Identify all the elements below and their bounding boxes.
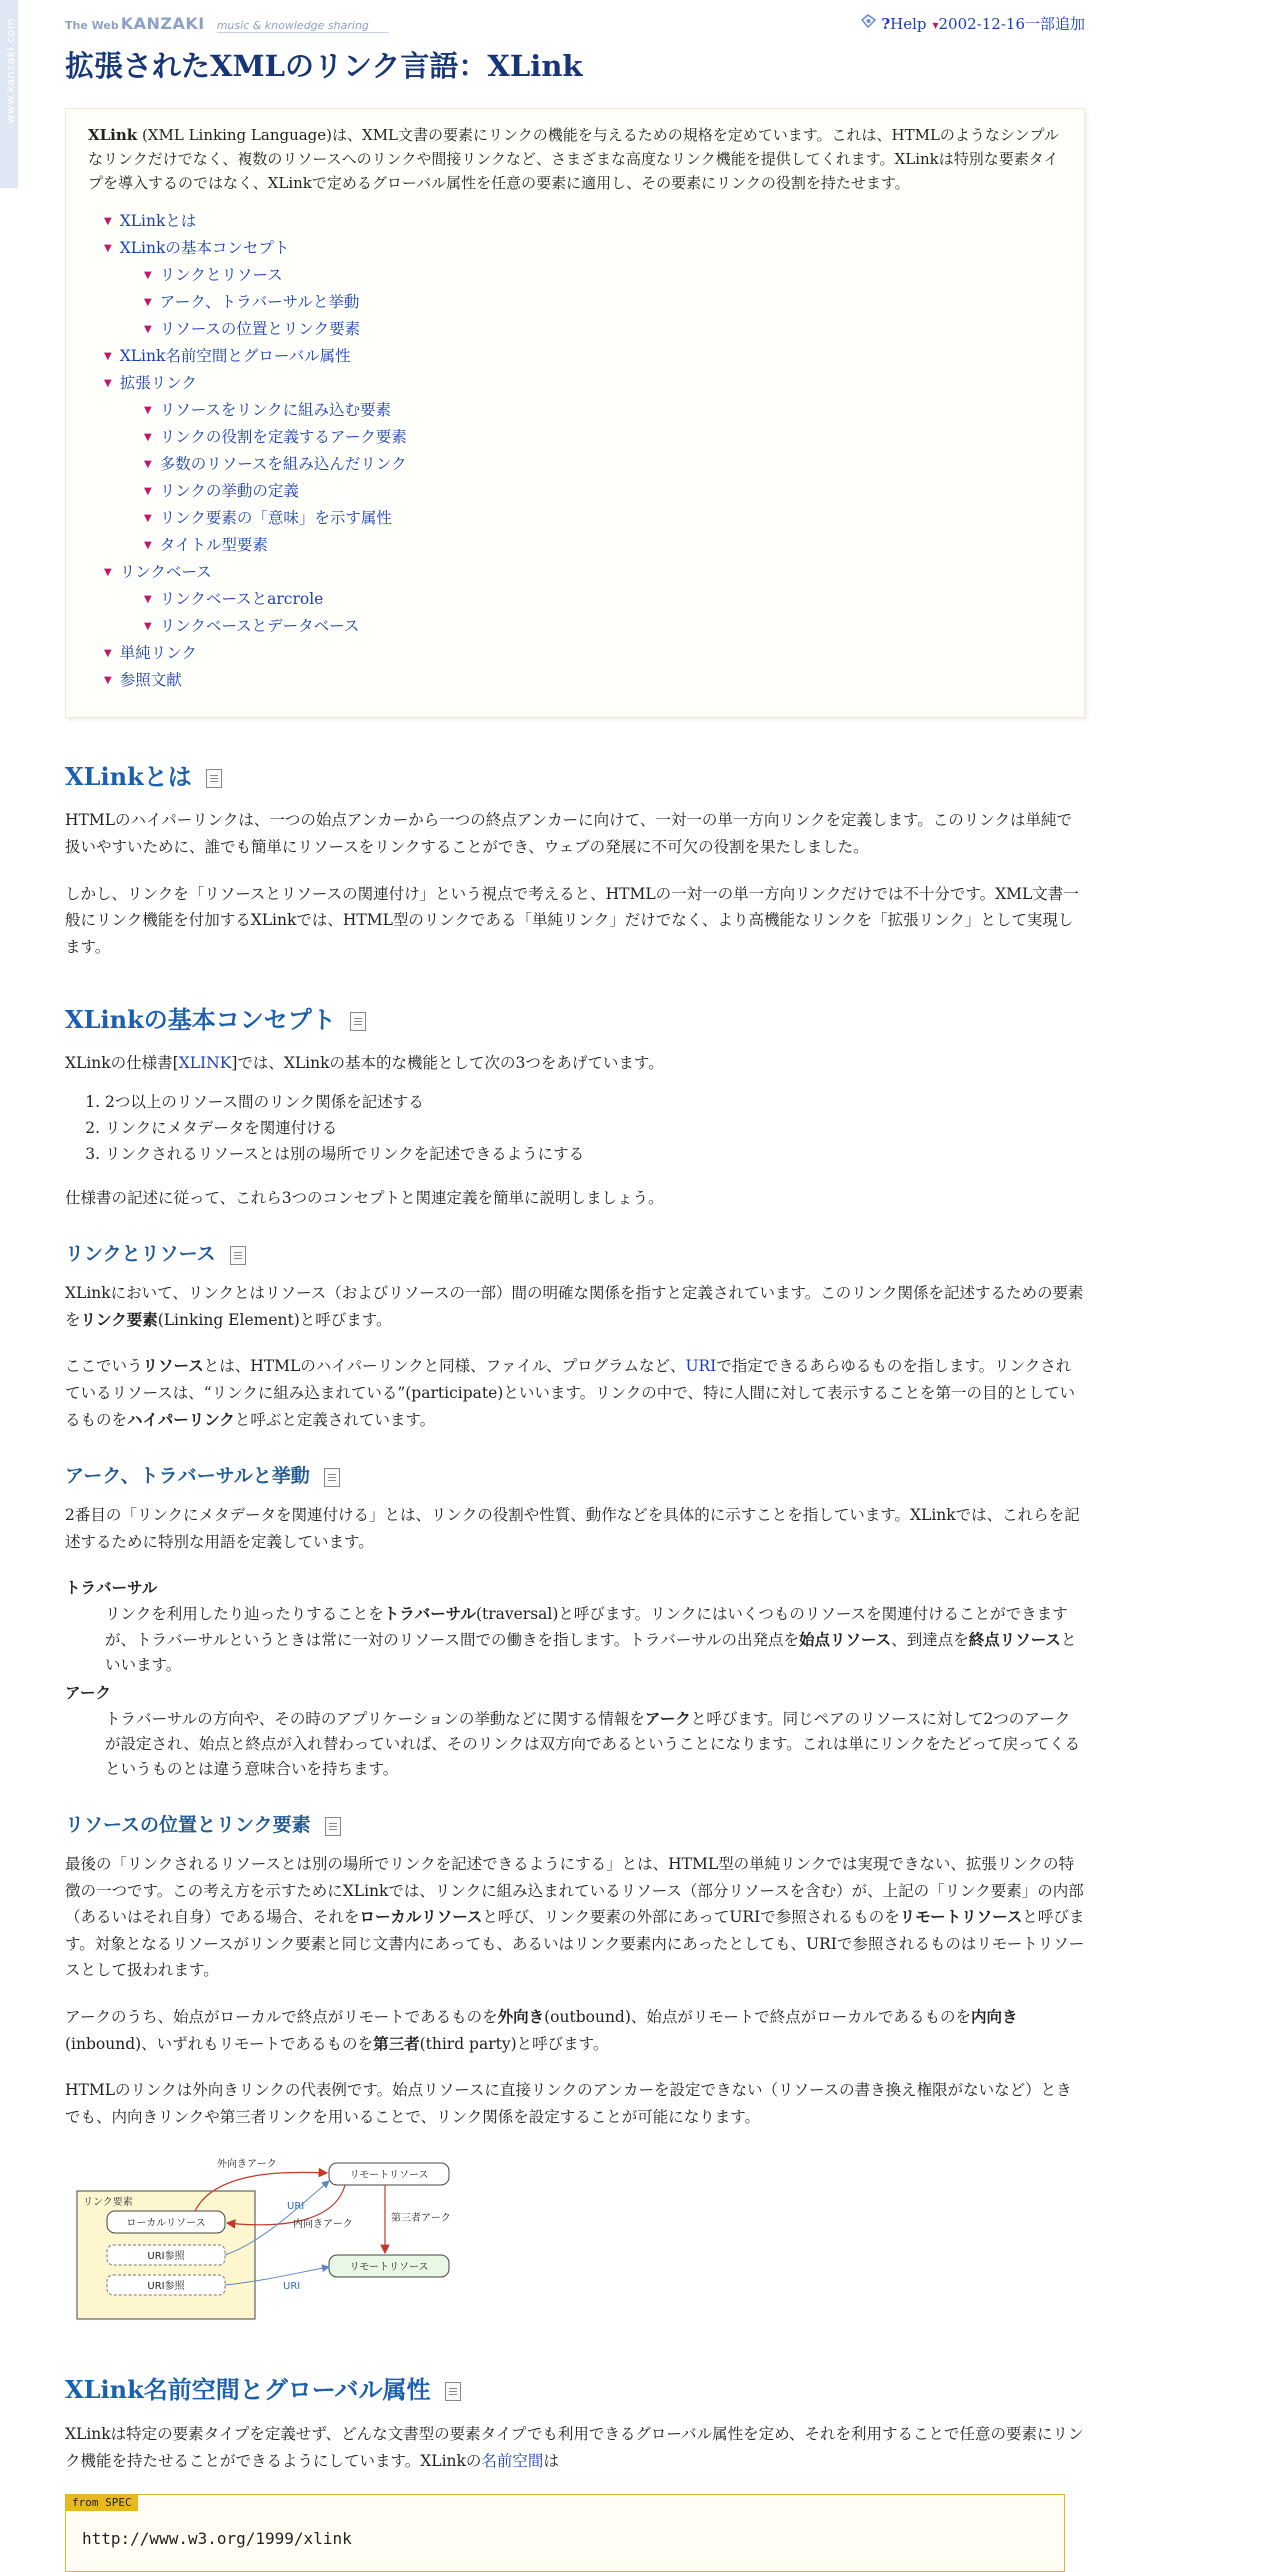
arc-definition	[105, 1706, 1085, 1782]
text-run: リンクを利用したり辿ったりすることを	[105, 1605, 384, 1624]
term-hyperlink: ハイパーリンク	[127, 1409, 235, 1429]
text-run: トラバーサルの方向や、その時のアプリケーションの挙動などに関する情報を	[105, 1710, 645, 1729]
term-arc-title: アーク	[65, 1683, 112, 1703]
triangle-bullet-icon: ▼	[104, 566, 112, 578]
diagram-label-third-party-arc: 第三者アーク	[391, 2212, 451, 2224]
update-note-link[interactable]: 2002-12-16一部追加	[938, 15, 1085, 33]
list-item: 1. 2つ以上のリソース間のリンク関係を記述する	[105, 1089, 1085, 1115]
traversal-definition	[105, 1601, 1085, 1678]
toc-item	[104, 371, 1062, 560]
namespace-link[interactable]: 名前空間	[481, 2451, 544, 2470]
toc-link[interactable]: XLinkとは	[119, 211, 197, 230]
term-remote-resource: リモートリソース	[899, 1907, 1023, 1927]
term-traversal: トラバーサル	[383, 1604, 476, 1624]
definition-list	[65, 1575, 1085, 1782]
text-run: (traversal)と呼びます。リンクにはいくつものリソースを関連付けることができますが、トラバーサルというときは常に一対のリソース間での働きを指します。トラバーサルの出発点を	[105, 1605, 1068, 1650]
toc-subitem	[144, 479, 1062, 506]
toc-subitem	[144, 452, 1062, 479]
triangle-bullet-icon: ▼	[144, 458, 152, 470]
toc-subitem	[144, 290, 1062, 317]
triangle-bullet-icon: ▼	[144, 539, 152, 551]
toc-subitem	[144, 398, 1062, 425]
toc-sublink[interactable]: リンクの挙動の定義	[159, 481, 299, 500]
toc-sublist	[104, 398, 1062, 560]
text-run: と呼びます。同じペアのリソースに対して2つのアークが設定され、始点と終点が入れ替わっていれば、そのリンクは双方向であるということになります。これは単にリンクをたどって戻ってくるというものとは違う意味合いを持ちます。	[105, 1710, 1081, 1779]
text-run: (third party)と呼びます。	[419, 2034, 609, 2053]
triangle-bullet-icon: ▼	[144, 485, 152, 497]
text-run: (Linking Element)と呼びます。	[157, 1310, 392, 1329]
toc-link[interactable]: XLinkの基本コンセプト	[119, 238, 290, 257]
list-item: 2. リンクにメタデータを関連付ける	[105, 1115, 1085, 1141]
section-heading-concept-text: XLinkの基本コンセプト	[65, 1004, 336, 1034]
toc-sublink[interactable]: リンク要素の「意味」を示す属性	[159, 508, 392, 527]
arc-diagram	[65, 2151, 1085, 2338]
text-run: と呼びます。対象となるリソースがリンク要素と同じ文書内にあっても、あるいはリンク要素内にあったとしても、URIで参照されるものはリモートリソースとして扱われます。	[65, 1908, 1085, 1980]
resource-paragraph-2	[65, 1353, 1085, 1433]
toc-sublink[interactable]: 多数のリソースを組み込んだリンク	[159, 454, 407, 473]
triangle-bullet-icon: ▼	[144, 431, 152, 443]
section-heading-namespace	[65, 2373, 1085, 2407]
top-right-nav	[860, 12, 1085, 38]
page	[65, 0, 1085, 2572]
text-run: ここでいう	[65, 1357, 143, 1376]
document-icon[interactable]	[206, 769, 222, 788]
text-run: XLinkは特定の要素タイプを定義せず、どんな文書型の要素タイプでも利用できるグローバル属性を定め、それを利用することで任意の要素にリンク機能を持たせることができるようにしています。XLinkの	[65, 2425, 1084, 2470]
brand-the-web: The Web	[65, 19, 119, 32]
toc-link[interactable]: 参照文献	[119, 670, 182, 689]
term-third-party: 第三者	[373, 2033, 420, 2053]
document-icon[interactable]	[324, 1468, 340, 1487]
triangle-bullet-icon: ▼	[104, 674, 112, 686]
abstract-body: (XML Linking Language)は、XML文書の要素にリンクの機能を与えるための規格を定めています。これは、HTMLのようなシンプルなリンクだけでなく、複数のリソースへのリンクや間接リンクなど、さまざまな高度なリンク機能を提供してくれます。XLinkは特別な要素タイプを導入するのではなく、XLinkで定めるグローバル属性を任意の要素に適用し、その要素にリンクの役割を持たせます。	[88, 125, 1059, 192]
about-paragraph-1: HTMLのハイパーリンクは、一つの始点アンカーから一つの終点アンカーに向けて、一対一の単一方向リンクを定義します。このリンクは単純で扱いやすいために、誰でも簡単にリソースをリンクすることができ、ウェブの発展に不可欠の役割を果たしました。	[65, 811, 1072, 856]
text-run: とは、HTMLのハイパーリンクと同様、ファイル、プログラムなど、	[203, 1357, 686, 1376]
term-outbound: 外向き	[497, 2007, 545, 2027]
triangle-bullet-icon: ▼	[144, 296, 152, 308]
document-icon[interactable]	[350, 1012, 366, 1031]
toc-sublink[interactable]: リンクの役割を定義するアーク要素	[159, 427, 407, 446]
toc-subitem	[144, 317, 1062, 344]
toc-subitem	[144, 533, 1062, 560]
document-icon[interactable]	[445, 2382, 461, 2401]
toc-link[interactable]: 拡張リンク	[119, 373, 197, 392]
diagram-label-link-element: リンク要素	[83, 2196, 133, 2208]
spec-code-box	[65, 2494, 1065, 2572]
subsection-heading-location-text: リソースの位置とリンク要素	[65, 1814, 311, 1837]
concept-outro: 仕様書の記述に従って、これら3つのコンセプトと関連定義を簡単に説明しましょう。	[65, 1188, 664, 1207]
table-of-contents	[88, 209, 1062, 695]
location-paragraph-2	[65, 2004, 1085, 2057]
toc-sublist	[104, 587, 1062, 641]
text-run: で指定できるあらゆるものを指します。リンクされているリソースは、“リンクに組み込まれている”(participate)といいます。リンクの中で、特に人間に対して表示することを第一の目的としているものを	[65, 1357, 1075, 1429]
subsection-heading-resource	[65, 1241, 1085, 1268]
term-linking-element: リンク要素	[80, 1309, 158, 1329]
term-ending-resource: 終点リソース	[968, 1630, 1061, 1650]
term-resource: リソース	[142, 1356, 204, 1376]
subsection-heading-arc	[65, 1463, 1085, 1490]
triangle-bullet-icon: ▼	[104, 215, 112, 227]
text-run: XLinkにおいて、リンクとはリソース（およびリソースの一部）間の明確な関係を指すと定義されています。このリンク関係を記述するための要素を	[65, 1284, 1084, 1329]
namespace-paragraph	[65, 2421, 1085, 2474]
help-mark: ?	[881, 15, 891, 33]
term-traversal-title: トラバーサル	[65, 1578, 158, 1598]
side-strip-text: www.kanzaki.com	[4, 18, 17, 124]
help-link[interactable]: Help	[890, 15, 927, 33]
toc-item	[104, 668, 1062, 695]
location-paragraph-3: HTMLのリンクは外向きリンクの代表例です。始点リソースに直接リンクのアンカーを設定できない（リソースの書き換え権限がないなど）ときでも、内向きリンクや第三者リンクを用いることで、リンク関係を設定することが可能になります。	[65, 2081, 1072, 2127]
triangle-bullet-icon: ▼	[104, 242, 112, 254]
triangle-bullet-icon: ▼	[144, 269, 152, 281]
toc-subitem	[144, 506, 1062, 533]
toc-link[interactable]: リンクベース	[119, 562, 212, 581]
arc-intro: 2番目の「リンクにメタデータを関連付ける」とは、リンクの役割や性質、動作などを具体的に示すことを指しています。XLinkでは、これらを記述するために特別な用語を定義しています。	[65, 1505, 1080, 1551]
brand-name: KANZAKI	[120, 14, 205, 33]
resource-paragraph-1	[65, 1280, 1085, 1333]
diagram-label-local-resource: ローカルリソース	[126, 2217, 206, 2229]
section-heading-concept	[65, 1003, 1085, 1037]
brand-tagline: music & knowledge sharing	[217, 19, 389, 33]
text-run: 、到達点を	[891, 1631, 969, 1650]
toc-sublink[interactable]: タイトル型要素	[159, 535, 268, 554]
toc-sublink[interactable]: アーク、トラバーサルと挙動	[159, 292, 360, 311]
toc-subitem	[144, 425, 1062, 452]
term-local-resource: ローカルリソース	[359, 1907, 483, 1927]
update-arrow-icon: ▾	[932, 18, 939, 32]
subsection-heading-location	[65, 1812, 1085, 1839]
diagram-label-remote-resource-2: リモートリソース	[349, 2261, 429, 2273]
toc-item	[104, 236, 1062, 344]
subsection-heading-arc-text: アーク、トラバーサルと挙動	[65, 1465, 310, 1488]
concept-intro	[65, 1050, 1085, 1077]
text-run: と呼び、リンク要素の外部にあってURIで参照されるものを	[482, 1908, 900, 1927]
text-run: といいます。	[105, 1631, 1077, 1675]
about-paragraph-2: しかし、リンクを「リソースとリソースの関連付け」という視点で考えると、HTMLの一対一の単一方向リンクだけでは不十分です。XML文書一般にリンク機能を付加するXLinkでは、HTML型のリンクである「単純リンク」だけでなく、より高機能なリンクを「拡張リンク」として実現します。	[65, 884, 1079, 956]
toc-sublink[interactable]: リンクとリソース	[159, 265, 283, 284]
diagram-label-outbound-arc: 外向きアーク	[217, 2158, 277, 2170]
subsection-heading-resource-text: リンクとリソース	[65, 1243, 216, 1266]
toc-item	[104, 560, 1062, 641]
text-run: は	[543, 2451, 559, 2470]
section-heading-namespace-text: XLink名前空間とグローバル属性	[65, 2375, 431, 2405]
toc-sublink[interactable]: リソースをリンクに組み込む要素	[159, 400, 392, 419]
site-logo[interactable]	[65, 10, 389, 38]
abstract-text	[88, 123, 1062, 195]
section-heading-about	[65, 760, 1085, 794]
toc-subitem	[144, 263, 1062, 290]
toc-sublist	[104, 263, 1062, 344]
list-item: 3. リンクされるリソースとは別の場所でリンクを記述できるようにする	[105, 1141, 1085, 1167]
uri-link[interactable]: URI	[685, 1357, 717, 1376]
top-bar	[65, 0, 1085, 44]
toc-sublink[interactable]: リンクベースとデータベース	[159, 616, 360, 635]
triangle-bullet-icon: ▼	[144, 512, 152, 524]
triangle-bullet-icon: ▼	[144, 404, 152, 416]
diagram-label-inbound-arc: 内向きアーク	[293, 2218, 353, 2230]
diagram-label-uri-1: URI	[287, 2200, 305, 2212]
document-icon[interactable]	[230, 1246, 246, 1265]
toc-link[interactable]: 単純リンク	[119, 643, 197, 662]
section-heading-about-text: XLinkとは	[65, 761, 192, 791]
toc-sublink[interactable]: リンクベースとarcrole	[159, 589, 324, 608]
triangle-bullet-icon: ▼	[144, 323, 152, 335]
toc-sublink[interactable]: リソースの位置とリンク要素	[159, 319, 361, 338]
triangle-bullet-icon: ▼	[144, 620, 152, 632]
diagram-label-uri-ref-1: URI参照	[147, 2250, 185, 2262]
triangle-bullet-icon: ▼	[104, 377, 112, 389]
triangle-bullet-icon: ▼	[144, 593, 152, 605]
abstract-box	[65, 108, 1085, 718]
toc-subitem	[144, 587, 1062, 614]
spec-label: from SPEC	[66, 2495, 138, 2511]
diagram-label-uri-2: URI	[283, 2280, 301, 2292]
concept-intro-text-2: ]では、XLinkの基本的な機能として次の3つをあげています。	[231, 1054, 664, 1073]
toc-subitem	[144, 614, 1062, 641]
namespace-uri-code: http://www.w3.org/1999/xlink	[82, 2529, 352, 2549]
location-paragraph-1	[65, 1851, 1085, 1984]
triangle-bullet-icon: ▼	[104, 647, 112, 659]
page-title: 拡張されたXMLのリンク言語：XLink	[65, 49, 583, 83]
abstract-lead: XLink	[88, 125, 138, 144]
term-arc: アーク	[644, 1709, 691, 1729]
toc-item	[104, 641, 1062, 668]
bookmark-icon[interactable]	[860, 15, 877, 33]
toc-item	[104, 209, 1062, 236]
text-run: アークのうち、始点がローカルで終点がリモートであるものを	[65, 2008, 498, 2027]
diagram-label-remote-resource-1: リモートリソース	[349, 2169, 429, 2181]
toc-link[interactable]: XLink名前空間とグローバル属性	[119, 346, 351, 365]
concept-list	[65, 1089, 1085, 1167]
text-run: と呼ぶと定義されています。	[234, 1410, 436, 1429]
side-strip	[0, 0, 18, 188]
document-icon[interactable]	[325, 1817, 341, 1836]
text-run: 最後の「リンクされるリソースとは別の場所でリンクを記述できるようにする」とは、HTML型の単純リンクでは実現できない、拡張リンクの特徴の一つです。この考え方を示すためにXLinkでは、リンクに組み込まれているリソース（部分リソースを含む）が、上記の「リンク要素」の内部（あるいはそれ自身）である場合、それを	[65, 1854, 1084, 1927]
xlink-reference-link[interactable]: XLINK	[178, 1054, 232, 1073]
diagram-label-uri-ref-2: URI参照	[147, 2280, 185, 2292]
term-starting-resource: 始点リソース	[798, 1630, 892, 1650]
text-run: (outbound)、始点がリモートで終点がローカルであるものを	[544, 2008, 971, 2027]
text-run: (inbound)、いずれもリモートであるものを	[65, 2034, 374, 2053]
toc-item	[104, 344, 1062, 371]
concept-intro-text: XLinkの仕様書[	[65, 1054, 179, 1073]
term-inbound: 内向き	[970, 2007, 1018, 2027]
triangle-bullet-icon: ▼	[104, 350, 112, 362]
